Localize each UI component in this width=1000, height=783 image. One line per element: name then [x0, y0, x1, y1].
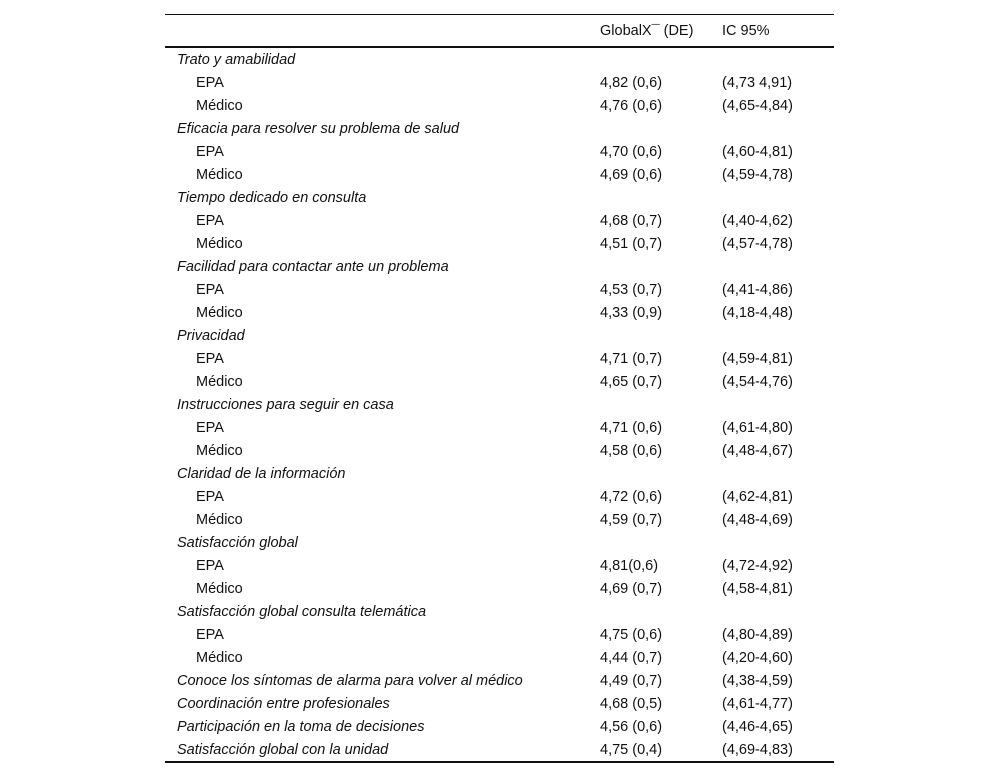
row-mean: 4,69 (0,6): [600, 166, 663, 183]
row-label: Facilidad para contactar ante un problema: [177, 258, 449, 275]
row-ci: (4,72-4,92): [722, 557, 793, 574]
row-mean: 4,71 (0,6): [600, 419, 663, 436]
row-mean: 4,58 (0,6): [600, 442, 663, 459]
row-label: Médico: [196, 97, 243, 114]
row-label: EPA: [196, 419, 224, 436]
row-label: EPA: [196, 626, 224, 643]
row-label: EPA: [196, 350, 224, 367]
row-ci: (4,59-4,81): [722, 350, 793, 367]
table-row: [165, 186, 834, 209]
row-label: Médico: [196, 442, 243, 459]
table-row: [165, 416, 834, 439]
table-row: [165, 209, 834, 232]
row-label: Médico: [196, 373, 243, 390]
row-mean: 4,76 (0,6): [600, 97, 663, 114]
satisfaction-table: [165, 14, 834, 763]
table-row: [165, 140, 834, 163]
row-label: Claridad de la información: [177, 465, 346, 482]
row-ci: (4,61-4,77): [722, 695, 793, 712]
row-mean: 4,56 (0,6): [600, 718, 663, 735]
row-label: Participación en la toma de decisiones: [177, 718, 425, 735]
row-ci: (4,59-4,78): [722, 166, 793, 183]
row-ci: (4,41-4,86): [722, 281, 793, 298]
table-row: [165, 278, 834, 301]
row-mean: 4,53 (0,7): [600, 281, 663, 298]
row-mean: 4,68 (0,5): [600, 695, 663, 712]
row-mean: 4,33 (0,9): [600, 304, 663, 321]
table-row: [165, 508, 834, 531]
row-ci: (4,69-4,83): [722, 741, 793, 758]
row-label: EPA: [196, 557, 224, 574]
table-row: [165, 738, 834, 761]
table-row: [165, 577, 834, 600]
row-label: EPA: [196, 488, 224, 505]
table-rows: [165, 48, 834, 761]
row-label: Trato y amabilidad: [177, 51, 296, 68]
row-label: EPA: [196, 212, 224, 229]
row-mean: 4,72 (0,6): [600, 488, 663, 505]
row-mean: 4,68 (0,7): [600, 212, 663, 229]
table-row: [165, 347, 834, 370]
row-ci: (4,58-4,81): [722, 580, 793, 597]
table-row: [165, 439, 834, 462]
row-mean: 4,75 (0,6): [600, 626, 663, 643]
row-ci: (4,62-4,81): [722, 488, 793, 505]
row-label: EPA: [196, 281, 224, 298]
table-row: [165, 255, 834, 278]
table-row: [165, 715, 834, 738]
row-ci: (4,73 4,91): [722, 74, 793, 91]
table-row: [165, 71, 834, 94]
row-ci: (4,40-4,62): [722, 212, 793, 229]
table-row: [165, 692, 834, 715]
row-label: Instrucciones para seguir en casa: [177, 396, 394, 413]
row-label: EPA: [196, 74, 224, 91]
table-row: [165, 301, 834, 324]
row-label: Coordinación entre profesionales: [177, 695, 390, 712]
table-row: [165, 531, 834, 554]
row-ci: (4,65-4,84): [722, 97, 793, 114]
table-row: [165, 163, 834, 186]
row-label: Privacidad: [177, 327, 245, 344]
row-ci: (4,46-4,65): [722, 718, 793, 735]
table-row: [165, 623, 834, 646]
table-row: [165, 48, 834, 71]
row-label: Conoce los síntomas de alarma para volver al médico: [177, 672, 523, 689]
row-ci: (4,38-4,59): [722, 672, 793, 689]
row-label: Médico: [196, 511, 243, 528]
row-mean: 4,65 (0,7): [600, 373, 663, 390]
row-label: Médico: [196, 166, 243, 183]
row-ci: (4,48-4,69): [722, 511, 793, 528]
header-ci-95: IC 95%: [722, 22, 770, 39]
table-row: [165, 232, 834, 255]
table-header-row: [165, 15, 834, 48]
row-label: Satisfacción global consulta telemática: [177, 603, 427, 620]
table-row: [165, 669, 834, 692]
table-row: [165, 370, 834, 393]
row-label: Satisfacción global: [177, 534, 298, 551]
row-ci: (4,60-4,81): [722, 143, 793, 160]
row-ci: (4,18-4,48): [722, 304, 793, 321]
row-label: Médico: [196, 649, 243, 666]
row-mean: 4,69 (0,7): [600, 580, 663, 597]
row-mean: 4,82 (0,6): [600, 74, 663, 91]
row-label: Tiempo dedicado en consulta: [177, 189, 367, 206]
table-row: [165, 554, 834, 577]
table-row: [165, 393, 834, 416]
row-mean: 4,81(0,6): [600, 557, 659, 574]
row-mean: 4,75 (0,4): [600, 741, 663, 758]
row-ci: (4,61-4,80): [722, 419, 793, 436]
row-ci: (4,57-4,78): [722, 235, 793, 252]
row-mean: 4,49 (0,7): [600, 672, 663, 689]
row-label: Médico: [196, 580, 243, 597]
row-label: EPA: [196, 143, 224, 160]
table-row: [165, 462, 834, 485]
row-ci: (4,48-4,67): [722, 442, 793, 459]
table-row: [165, 94, 834, 117]
row-ci: (4,54-4,76): [722, 373, 793, 390]
table-row: [165, 646, 834, 669]
table-row: [165, 117, 834, 140]
table-row: [165, 485, 834, 508]
row-mean: 4,51 (0,7): [600, 235, 663, 252]
header-mean-sd: GlobalX¯ (DE): [600, 22, 694, 39]
row-label: Médico: [196, 235, 243, 252]
row-ci: (4,20-4,60): [722, 649, 793, 666]
row-mean: 4,71 (0,7): [600, 350, 663, 367]
row-mean: 4,70 (0,6): [600, 143, 663, 160]
row-ci: (4,80-4,89): [722, 626, 793, 643]
table-row: [165, 600, 834, 623]
row-label: Médico: [196, 304, 243, 321]
table-row: [165, 324, 834, 347]
row-label: Eficacia para resolver su problema de salud: [177, 120, 460, 137]
row-label: Satisfacción global con la unidad: [177, 741, 389, 758]
row-mean: 4,59 (0,7): [600, 511, 663, 528]
row-mean: 4,44 (0,7): [600, 649, 663, 666]
